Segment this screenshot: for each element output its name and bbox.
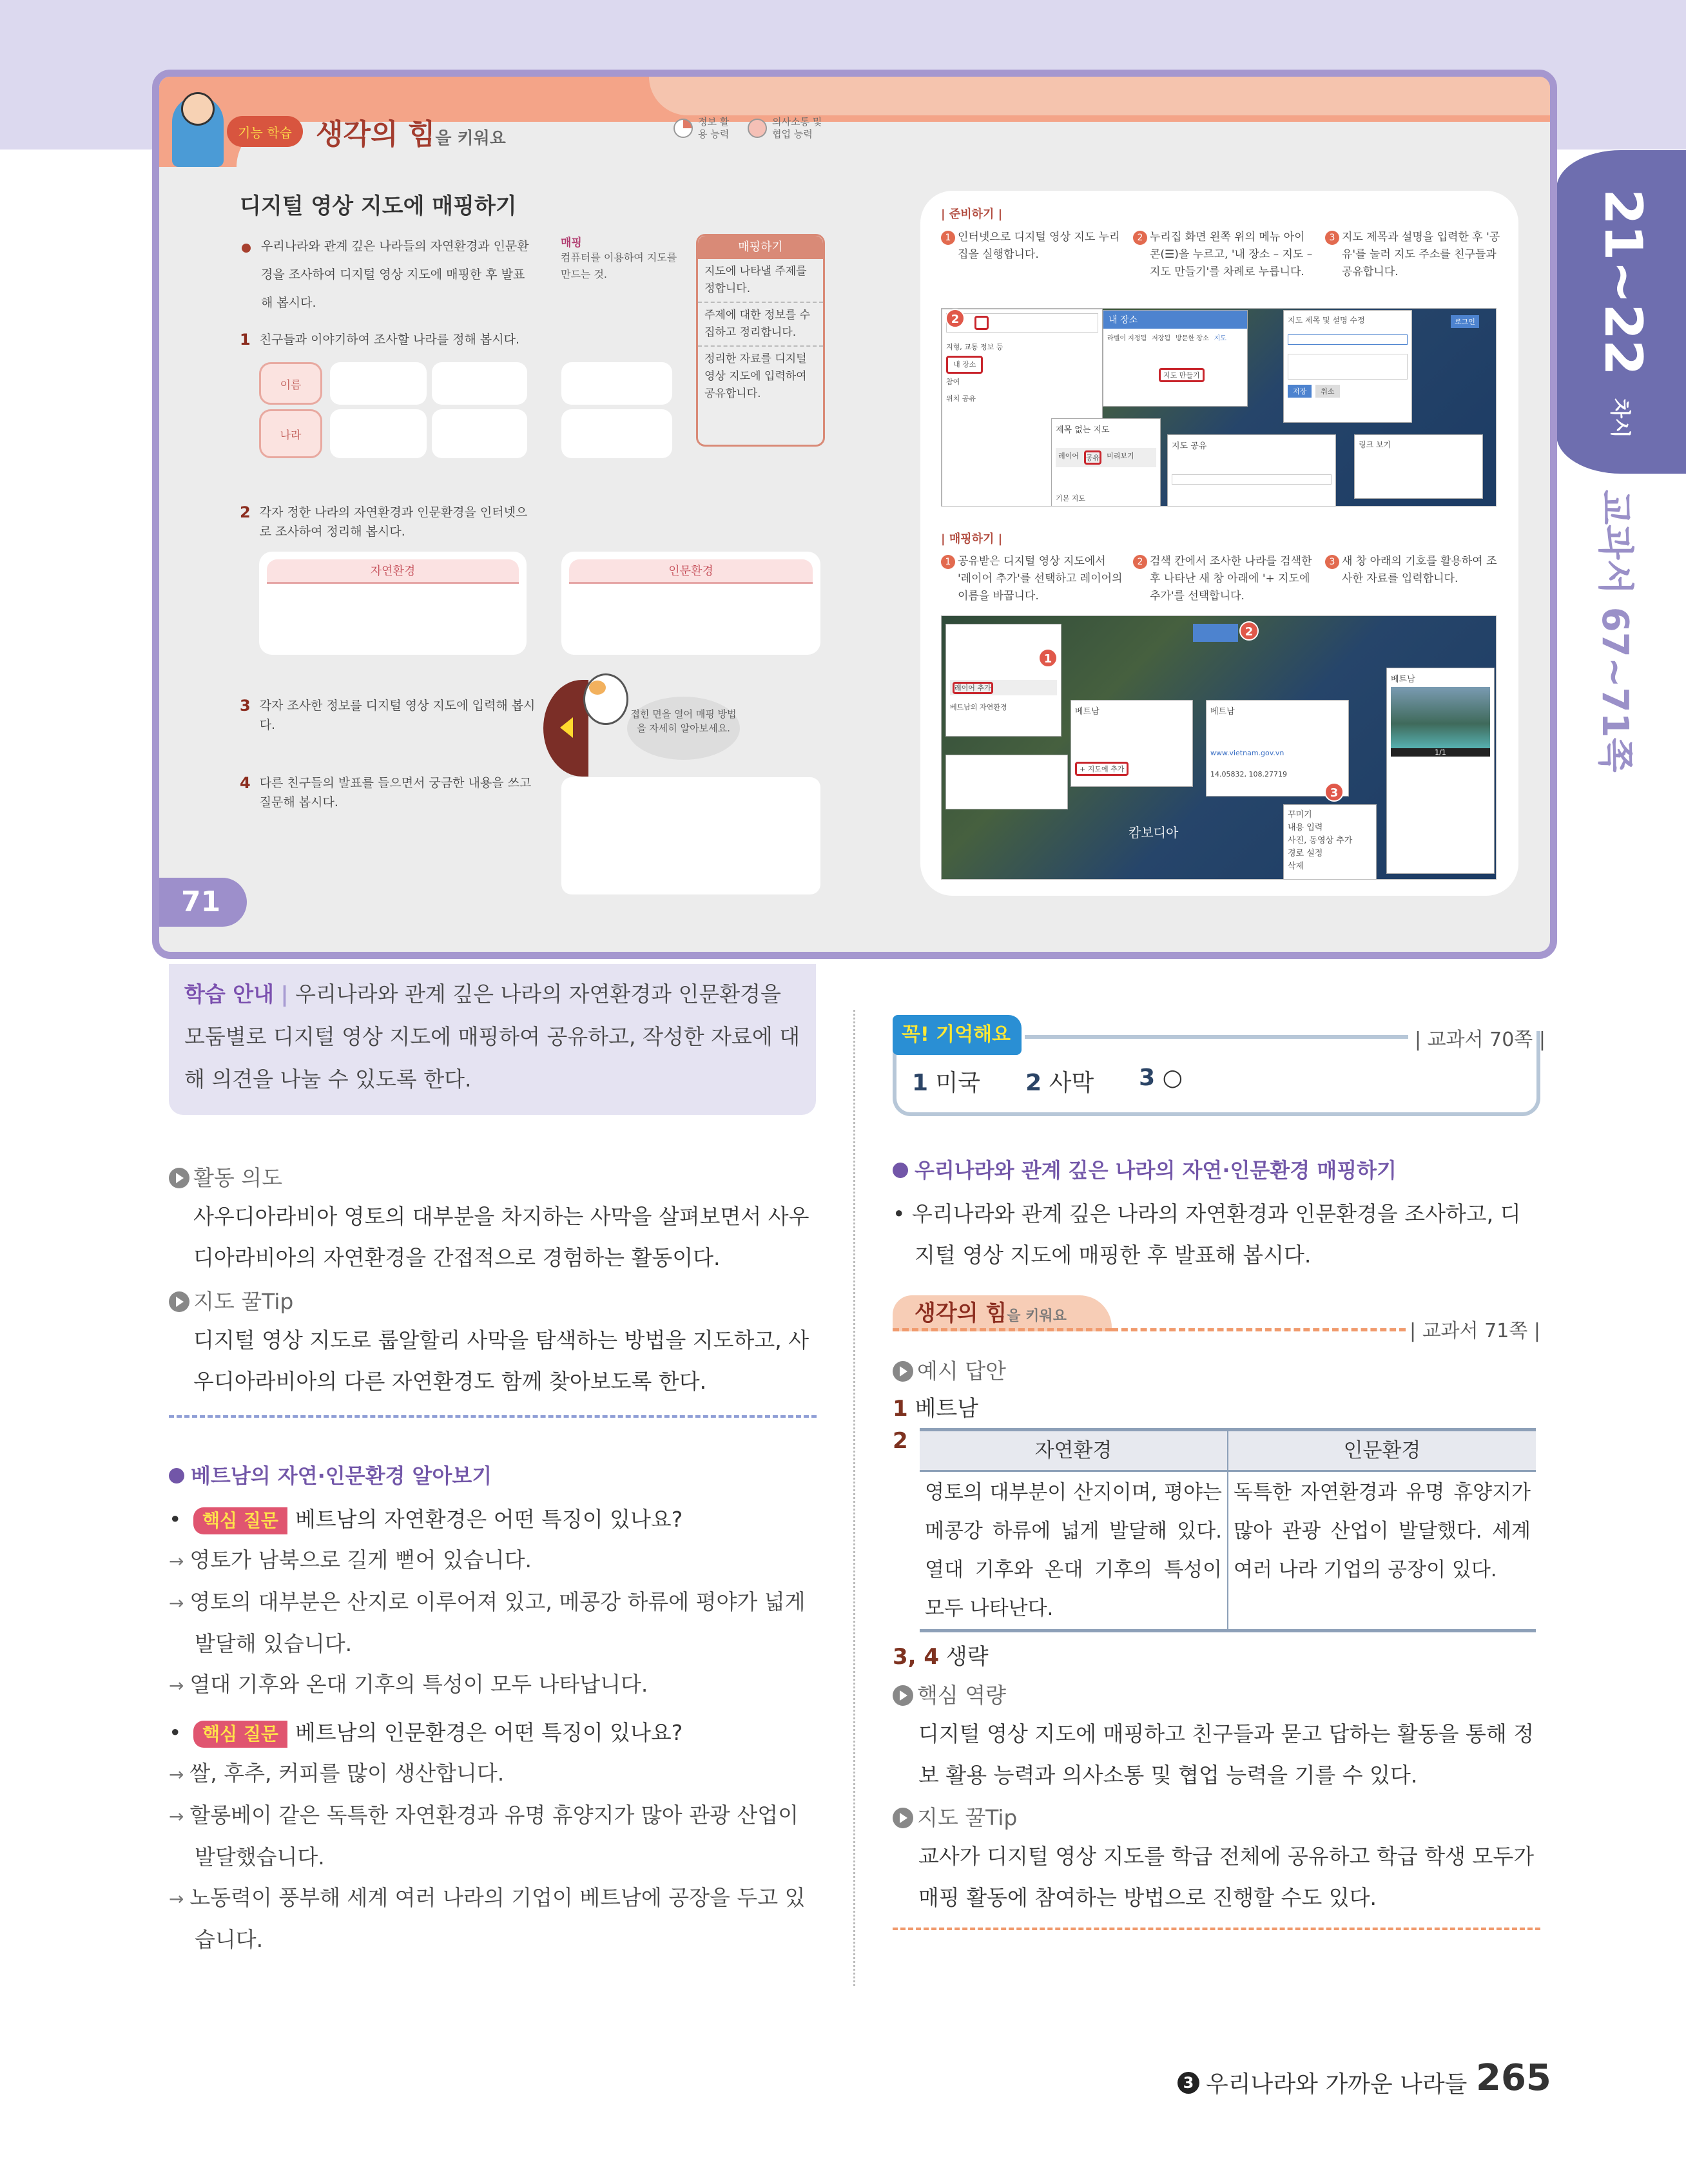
prep-title: | 준비하기 |	[941, 208, 1003, 221]
answer: → 영토가 남북으로 길게 뻗어 있습니다.	[169, 1540, 817, 1581]
footer-chapter: 3 우리나라와 가까운 나라들	[1177, 2066, 1467, 2099]
mapping-title: | 매핑하기 |	[941, 532, 1003, 546]
mapping-step: 2 검색 칸에서 조사한 나라를 검색한 후 나타난 새 창 아래에 '+ 지도에 추가'를 선택합니다.	[1133, 553, 1315, 605]
name-input[interactable]	[432, 362, 527, 405]
activity-intent-text: 사우디아라비아 영토의 대부분을 차지하는 사막을 살펴보면서 사우디아라비아의 자연환경을 간접적으로 경험하는 활동이다.	[193, 1204, 809, 1270]
remember-line	[1025, 1035, 1408, 1039]
think-header-row	[893, 1295, 1540, 1342]
map-tip-label-right: 지도 꿀Tip	[893, 1800, 1540, 1836]
question-4: 4 다른 친구들의 발표를 들으면서 궁금한 내용을 쓰고 질문해 봅시다.	[240, 774, 532, 809]
layer-panel: 레이어 추가 베트남의 자연환경	[945, 624, 1061, 737]
map-tip-text-right: 교사가 디지털 영상 지도를 학급 전체에 공유하고 학급 학생 모두가 매핑 활동에 참여하는 방법으로 진행할 수도 있다.	[918, 1844, 1535, 1910]
example-answer-label: 예시 답안	[893, 1353, 1540, 1389]
country-input[interactable]	[561, 409, 672, 458]
mapping-steps-box	[696, 234, 825, 447]
divider	[169, 1415, 817, 1418]
table-header: 인문환경	[1228, 1430, 1536, 1471]
search-result-panel: 베트남 + 지도에 추가	[1071, 700, 1193, 787]
answer: → 노동력이 풍부해 세계 여러 나라의 기업이 베트남에 공장을 두고 있습니다.	[169, 1877, 817, 1960]
mapping-section-text: • 우리나라와 관계 깊은 나라의 자연환경과 인문환경을 조사하고, 디지털 영상 지도에 매핑한 후 발표해 봅시다.	[893, 1201, 1521, 1268]
prep-screenshot: 지형, 교통 정보 등 내 장소 참여 위치 공유 내 장소 라벨이 지정됨 저장됨 방문한 장소 지도 지도 만들기 제목 없는 지도 레이어 공유 미리보기 기본 지도 지도 제목 및 설명 수정 저장 취소 지도 공유 링크 보기 로그인 2	[941, 308, 1497, 507]
share-map-panel: 지도 공유	[1167, 434, 1336, 507]
arrow-circle-icon	[893, 1361, 913, 1382]
character-illustration	[172, 96, 224, 167]
remember-badge: 꼭! 기억해요	[893, 1015, 1022, 1055]
think-ref: | 교과서 71쪽 |	[1410, 1320, 1540, 1342]
question-1: 1 친구들과 이야기하여 조사할 나라를 정해 봅시다.	[240, 331, 520, 349]
map-tip-label: 지도 꿀Tip	[169, 1284, 817, 1320]
arrow-circle-icon	[893, 1808, 913, 1828]
arrow-circle-icon	[169, 1291, 189, 1312]
answer: → 할롱베이 같은 독특한 자연환경과 유명 휴양지가 많아 관광 산업이 발달했습니다.	[169, 1795, 817, 1877]
prep-step: 2 누리집 화면 왼쪽 위의 메뉴 아이콘(☰)을 누르고, '내 장소 – 지도 – 지도 만들기'를 차례로 누릅니다.	[1133, 229, 1315, 281]
question-2: 2 각자 정한 나라의 자연환경과 인문환경을 인터넷으로 조사하여 정리해 봅시다.	[240, 503, 528, 539]
speech-bubbles-icon	[748, 119, 767, 138]
edit-title-panel: 지도 제목 및 설명 수정 저장 취소	[1283, 310, 1412, 423]
prep-step: 1 인터넷으로 디지털 영상 지도 누리집을 실행합니다.	[941, 229, 1123, 281]
edit-menu: 꾸미기 내용 입력 사진, 동영상 추가 경로 설정 삭제	[1283, 804, 1377, 880]
search-button	[1193, 624, 1238, 642]
answer-1: 1 베트남	[893, 1396, 979, 1422]
country-input[interactable]	[330, 409, 427, 458]
answer-2-number: 2	[893, 1428, 908, 1454]
map-tip-text: 디지털 영상 지도로 룹알할리 사막을 탐색하는 방법을 지도하고, 사우디아라비아의 다른 자연환경도 함께 찾아보도록 한다.	[193, 1328, 809, 1394]
halong-bay-photo	[1391, 687, 1490, 748]
textbook-pages: 교과서 67~71쪽	[1594, 490, 1636, 773]
intro-text: 우리나라와 관계 깊은 나라들의 자연환경과 인문환경을 조사하여 디지털 영상 지도에 매핑한 후 발표해 봅시다.	[261, 239, 529, 310]
core-competency-label: 핵심 역량	[893, 1677, 1540, 1714]
country-input[interactable]	[432, 409, 527, 458]
lesson-tab	[1556, 150, 1686, 474]
vietnam-section-title: 베트남의 자연·인문환경 알아보기	[169, 1456, 817, 1495]
row-label-name: 이름	[259, 362, 322, 405]
page-number: 71	[155, 878, 247, 927]
speech-bubble: 접힌 면을 열어 매핑 방법을 자세히 알아보세요.	[627, 697, 740, 760]
human-env-header: 인문환경	[569, 559, 813, 584]
key-question-2: • 핵심 질문 베트남의 인문환경은 어떤 특징이 있나요?	[169, 1712, 817, 1753]
bullet-icon	[242, 244, 251, 253]
think-header: 생각의 힘을 키워요	[893, 1295, 1112, 1331]
cat-character	[583, 673, 628, 725]
prep-step: 3 지도 제목과 설명을 입력한 후 '공유'를 눌러 지도 주소를 친구들과 공유합니다.	[1325, 229, 1507, 281]
activity-intent-label: 활동 의도	[169, 1160, 817, 1196]
link-view-panel: 링크 보기	[1354, 434, 1483, 499]
row-label-country: 나라	[259, 409, 322, 458]
lesson-number: 21~22	[1593, 189, 1653, 376]
answer-3-4: 3, 4 생략	[893, 1644, 989, 1670]
arrow-circle-icon	[169, 1168, 189, 1188]
step-item: 지도에 나타낼 주제를 정합니다.	[698, 259, 823, 303]
answer-2	[893, 1428, 1540, 1632]
skill-badge: 기능 학습	[227, 116, 303, 147]
core-competency-text: 디지털 영상 지도에 매핑하고 친구들과 묻고 답하는 활동을 통해 정보 활용 능력과 의사소통 및 협업 능력을 기를 수 있다.	[918, 1721, 1535, 1788]
natural-env-header: 자연환경	[267, 559, 519, 584]
glossary	[561, 233, 683, 283]
left-column	[169, 1160, 817, 1960]
natural-env-box[interactable]	[259, 552, 527, 655]
table-cell: 영토의 대부분이 산지이며, 평야는 메콩강 하류에 넓게 발달해 있다. 열대 기후와 온대 기후의 특성이 모두 나타난다.	[920, 1471, 1228, 1631]
remember-ref: | 교과서 70쪽 |	[1415, 1029, 1546, 1051]
right-column	[893, 1151, 1540, 1930]
answer-table	[920, 1428, 1536, 1632]
section-title: 생각의 힘을 키워요	[316, 118, 506, 151]
steps-title: 매핑하기	[698, 236, 823, 259]
learning-guide: 학습 안내 | 우리나라와 관계 깊은 나라의 자연환경과 인문환경을 모둠별로 디지털 영상 지도에 매핑하여 공유하고, 작성한 자료에 대해 의견을 나눌 수 있도록 한다.	[169, 964, 816, 1115]
arrow-circle-icon	[893, 1685, 913, 1706]
mapping-step: 3 새 창 아래의 기호를 활용하여 조사한 자료를 입력합니다.	[1325, 553, 1507, 605]
remember-answers: 1 미국 2 사막 3 ○	[912, 1065, 1183, 1096]
question-3: 3 각자 조사한 정보를 디지털 영상 지도에 입력해 봅시다.	[240, 697, 536, 732]
mapping-section-title: 우리나라와 관계 깊은 나라의 자연·인문환경 매핑하기	[893, 1151, 1540, 1190]
table-cell: 독특한 자연환경과 유명 휴양지가 많아 관광 산업이 발달했다. 세계 여러 나라 기업의 공장이 있다.	[1228, 1471, 1536, 1631]
pie-chart-icon	[673, 119, 693, 138]
place-info-panel: 베트남 www.vietnam.gov.vn 14.05832, 108.27719	[1206, 700, 1349, 797]
competency-communication: 의사소통 및 협업 능력	[748, 116, 830, 140]
answer: → 영토의 대부분은 산지로 이루어져 있고, 메콩강 하류에 평야가 넓게 발달해 있습니다.	[169, 1581, 817, 1664]
key-question-1: • 핵심 질문 베트남의 자연환경은 어떤 특징이 있나요?	[169, 1499, 817, 1540]
mapping-step: 1 공유받은 디지털 영상 지도에서 '레이어 추가'를 선택하고 레이어의 이름을 바꿉니다.	[941, 553, 1123, 605]
menu-panel: 지형, 교통 정보 등 내 장소 참여 위치 공유	[942, 309, 1103, 507]
answer: → 열대 기후와 온대 기후의 특성이 모두 나타납니다.	[169, 1664, 817, 1706]
footer-page-number: 265	[1476, 2057, 1551, 2099]
prep-steps	[941, 229, 1507, 281]
answer: → 쌀, 후추, 커피를 많이 생산합니다.	[169, 1753, 817, 1795]
my-places-panel: 내 장소 라벨이 지정됨 저장됨 방문한 장소 지도 지도 만들기	[1103, 310, 1248, 407]
human-env-box[interactable]	[561, 552, 820, 655]
chapter-number-icon: 3	[1177, 2072, 1199, 2094]
question-answer-box[interactable]	[561, 777, 820, 894]
untitled-map-panel: 제목 없는 지도 레이어 공유 미리보기 기본 지도	[1051, 418, 1161, 507]
mapping-screenshot: 레이어 추가 베트남의 자연환경 베트남 + 지도에 추가 베트남 www.vietnam.gov.vn 14.05832, 108.27719 꾸미기 내용 입력 사진, 동영상 추가 경로 설정 삭제 베트남 1/1 캄보디아 1 2 3	[941, 615, 1497, 880]
menu-icon	[974, 316, 989, 330]
name-input[interactable]	[561, 362, 672, 405]
login-button: 로그인	[1451, 315, 1479, 328]
mapping-steps	[941, 553, 1507, 605]
map-label-cambodia: 캄보디아	[1129, 825, 1179, 840]
layer-name-panel	[945, 755, 1068, 809]
column-divider	[853, 1010, 855, 1986]
table-header: 자연환경	[920, 1430, 1228, 1471]
glossary-definition: 컴퓨터를 이용하여 지도를 만드는 것.	[561, 251, 677, 280]
name-input[interactable]	[330, 362, 427, 405]
think-divider	[1112, 1328, 1406, 1331]
divider	[893, 1928, 1540, 1930]
header-strip-light	[649, 77, 1551, 115]
competency-info: 정보 활용 능력	[673, 116, 737, 140]
step-item: 정리한 자료를 디지털 영상 지도에 입력하여 공유합니다.	[704, 353, 807, 400]
lesson-unit: 차시	[1608, 398, 1633, 438]
photo-panel: 베트남 1/1	[1386, 668, 1495, 874]
step-item: 주제에 대한 정보를 수집하고 정리합니다.	[698, 303, 823, 347]
activity-heading: 디지털 영상 지도에 매핑하기	[240, 193, 517, 219]
glossary-term: 매핑	[561, 237, 582, 249]
